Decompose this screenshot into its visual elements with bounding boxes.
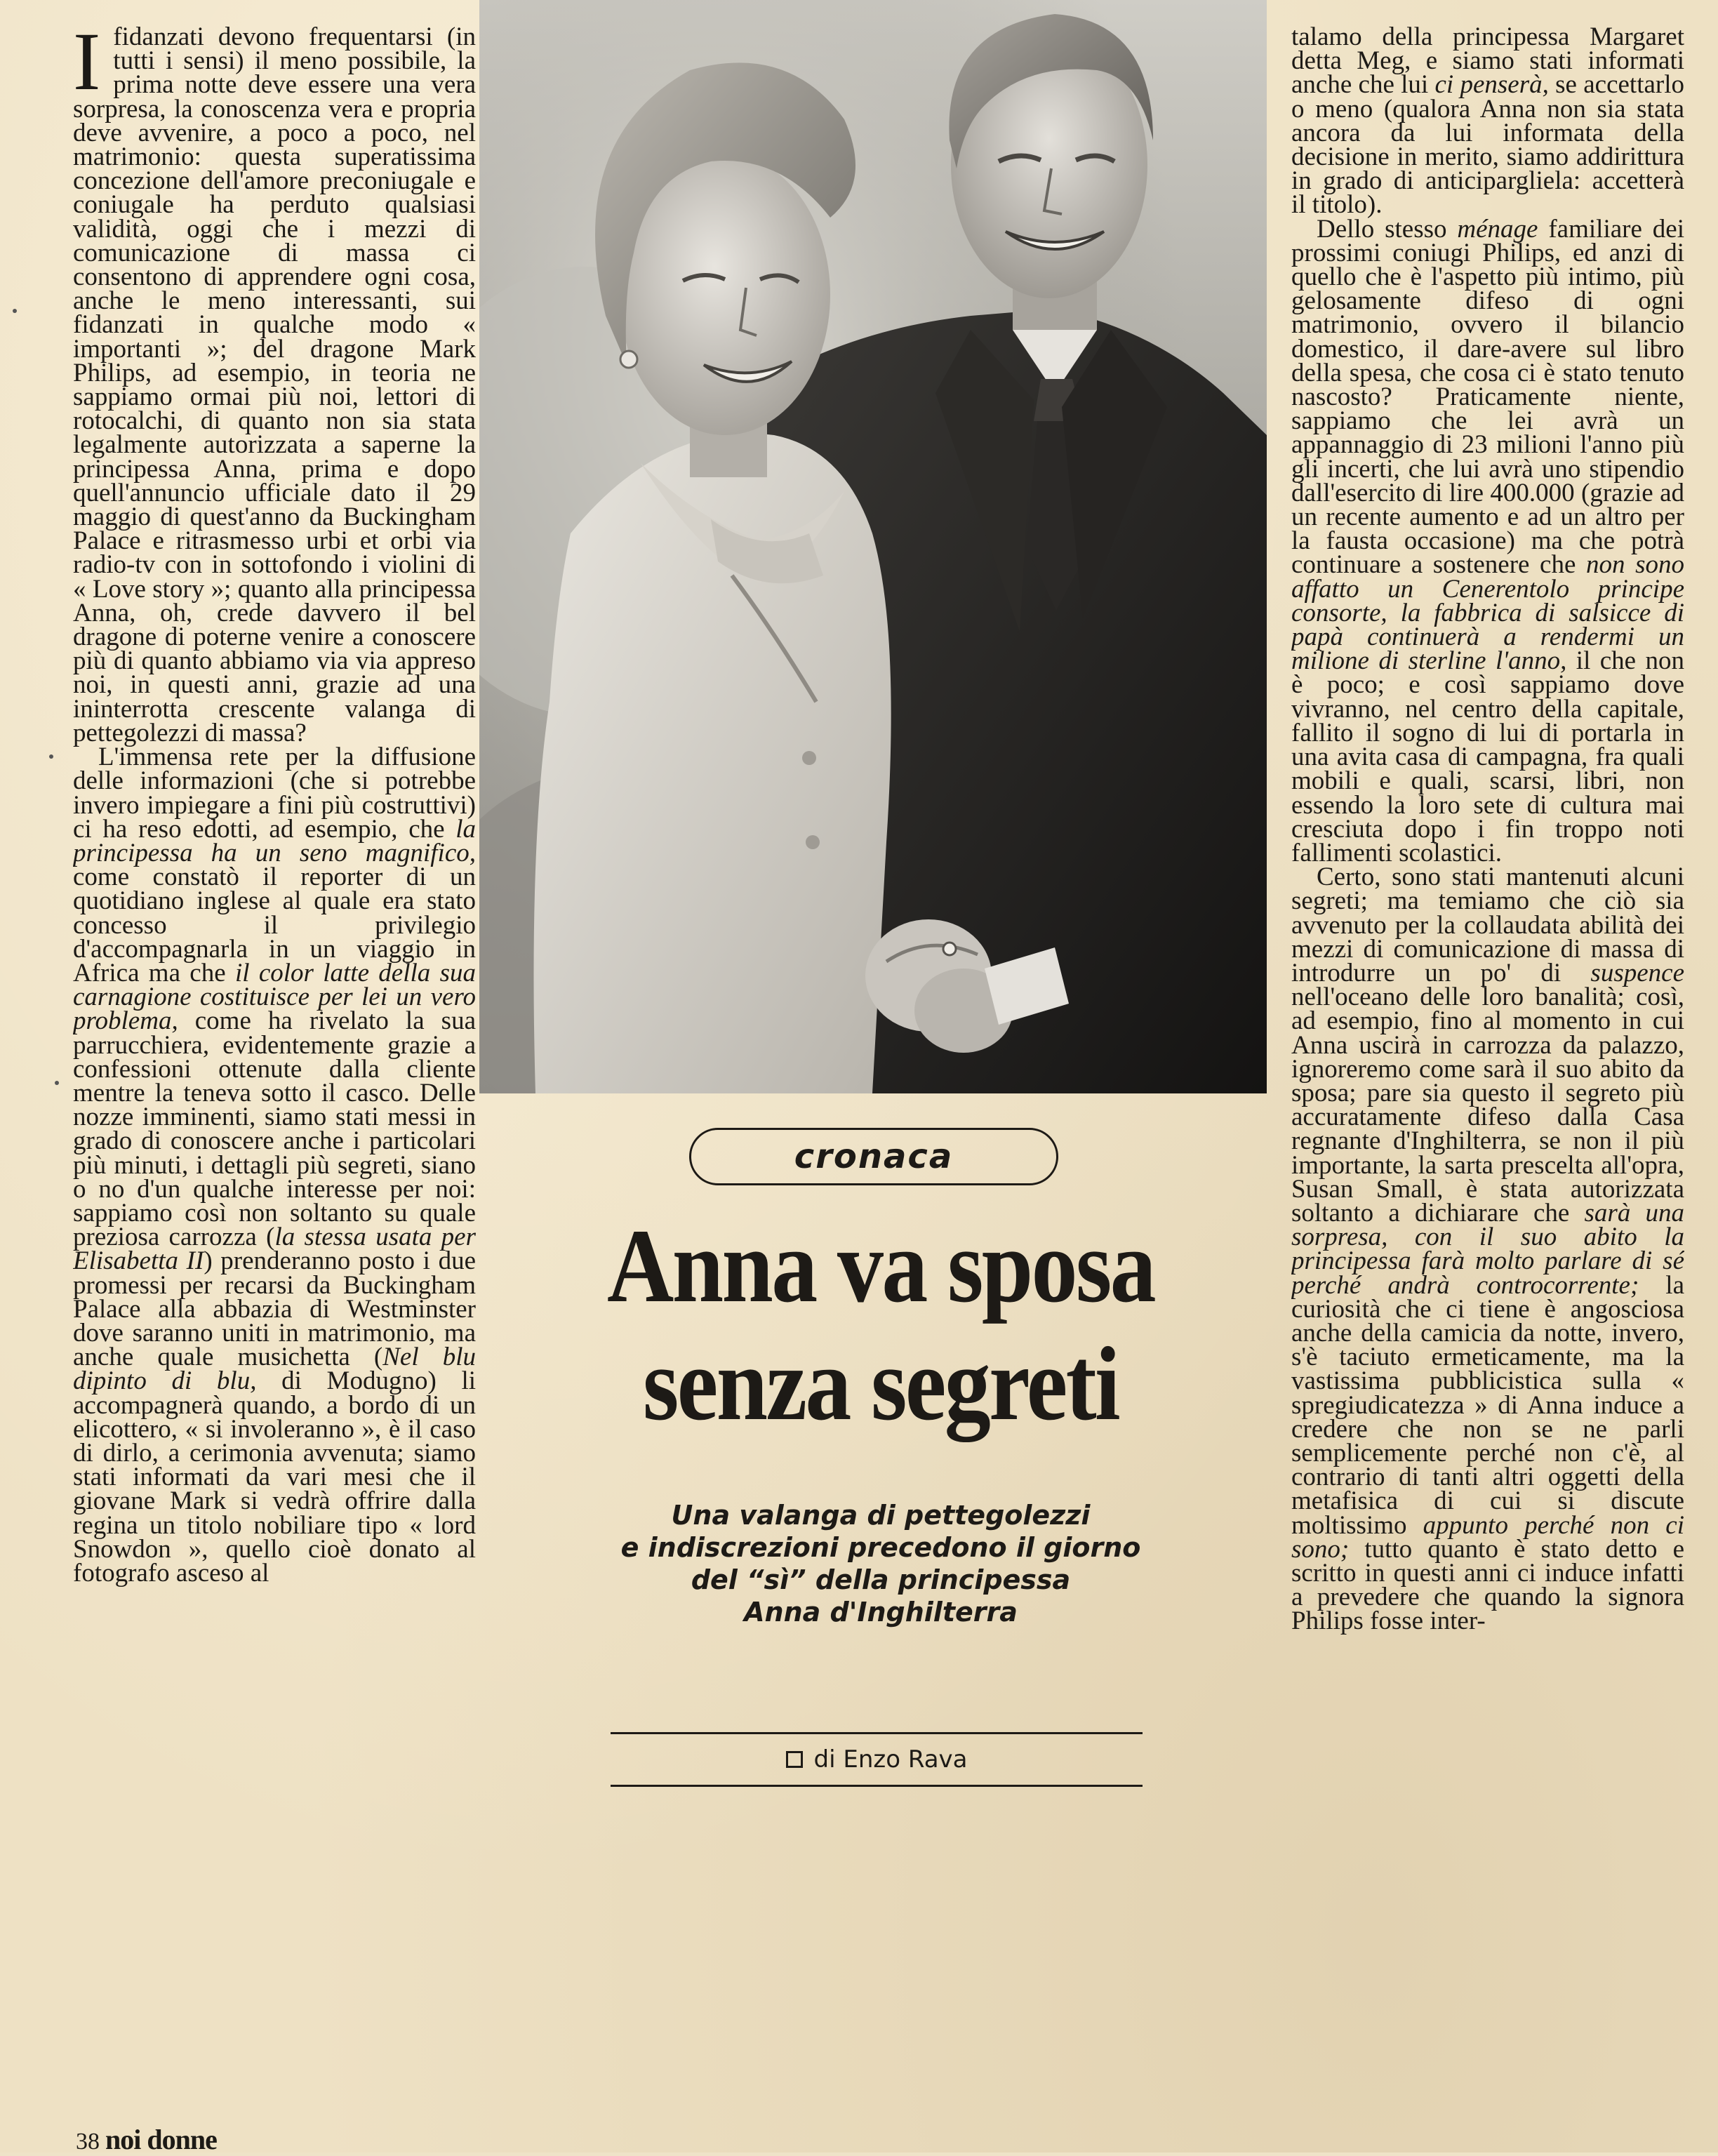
- byline: [611, 1732, 1143, 1787]
- page-footer: [76, 2123, 217, 2156]
- article-column-right: [1291, 25, 1684, 2138]
- paragraph-text: ) prenderanno posto i due promessi per recarsi da Buckingham Palace alla abbazia di Westminster dove saranno uniti in matrimonio, ma anche quale musichetta (: [73, 1246, 476, 1372]
- headline-line: senza segreti: [642, 1326, 1119, 1442]
- subhead-line: Una valanga di pettegolezzi: [671, 1500, 1091, 1531]
- paragraph-text: se accettarlo o meno (qualora Anna non sia stata ancora da lui informata della decisione in merito, siamo addirittura in grado di anticipargliela: accetterà il titolo).: [1291, 70, 1684, 220]
- page-number: 38: [76, 2129, 100, 2155]
- print-speck: [55, 1081, 59, 1085]
- print-speck: [13, 309, 17, 313]
- foreign-word: suspence: [1590, 958, 1684, 987]
- quote-text: la stessa usata per Elisabetta II: [73, 1223, 476, 1276]
- foreign-word: ménage: [1457, 214, 1538, 244]
- paragraph-text: talamo della principessa Margaret detta Meg, e siamo stati informati anche che lui: [1291, 25, 1684, 100]
- paragraph-text: fidanzati devono frequentarsi (in tutti i sensi) il meno possibile, la prima notte deve essere una vera sorpresa, la conoscenza vera e propria deve avvenire, a poco a poco, nel matrimonio: questa superatissima concezione dell'amore preconiugale e coniugale ha perduto qualsiasi validità, oggi che i mezzi di comunicazione di massa ci consentono di apprendere ogni cosa, anche le meno interessanti, sui fidanzati in qualche modo « importanti »; del dragone Mark Philips, ad esempio, in teoria ne sappiamo ormai più noi, lettori di rotocalchi, di quanto non sia stata legalmente autorizzata a saperne la principessa Anna, prima e dopo quell'annuncio ufficiale dato il 29 maggio di quest'anno da Buckingham Palace e ritrasmesso urbi et orbi via radio-tv con in sottofondo i violini di « Love story »; quanto alla principessa Anna, oh, crede davvero il bel dragone di poterne venire a conoscere più di quanto abbiamo via via appreso noi, in questi anni, grazie ad una ininterrotta crescente valanga di pettegolezzi di massa?: [73, 25, 476, 747]
- byline-text: di Enzo Rava: [813, 1745, 968, 1774]
- quote-text: appunto perché non ci sono;: [1291, 1510, 1684, 1564]
- subhead-line: del “sì” della principessa: [691, 1564, 1071, 1595]
- photo-illustration: [479, 0, 1267, 1093]
- paragraph-text: come ha rivelato la sua parrucchiera, evidentemente grazie a confessioni ottenute dalla cliente mentre la teneva sotto il casco. Delle nozze imminenti, siamo stati messi in grado di conoscere anche i particolari più minuti, i dettagli più segreti, siano o no d'un qualche interesse per noi: sappiamo così non soltanto su quale preziosa carrozza (: [73, 1006, 476, 1252]
- article-paragraph: [1291, 214, 1684, 867]
- quote-text: sarà una sorpresa, con il suo abito la principessa farà molto parlare di sé perché andrà controcorrente;: [1291, 1198, 1684, 1300]
- quote-text: il color latte della sua carnagione costituisce per lei un vero problema,: [73, 958, 476, 1036]
- paragraph-text: di Modugno) li accompagnerà quando, a bordo di un elicottero, « si involeranno », è il caso di dirlo, a cerimonia avvenuta; siamo stati informati da vari mesi che il giovane Mark si vedrà offrire dalla regina un titolo nobiliare tipo « lord Snowdon », quello cioè donato al fotografo asceso al: [73, 1366, 476, 1588]
- magazine-name: noi donne: [105, 2124, 217, 2155]
- square-bullet-icon: [786, 1751, 803, 1768]
- paragraph-text: familiare dei prossimi coniugi Philips, ed anzi di quello che è l'aspetto più intimo, più gelosamente difeso di ogni matrimonio, ovvero il bilancio domestico, il dare-avere sul libro della spesa, che cosa ci è stato tenuto nascosto? Praticamente niente, sappiamo che lei avrà un appannaggio di 23 milioni l'anno più gli incerti, che lui avrà uno stipendio dall'esercito di lire 400.000 (grazie ad un recente aumento e ad un altro per la fausta occasione) ma che potrà continuare a sostenere che: [1291, 214, 1684, 580]
- paragraph-text: Certo, sono stati mantenuti alcuni segreti; ma temiamo che ciò sia avvenuto per la collaudata abilità dei mezzi di comunicazione di massa di introdurre un po' di: [1291, 863, 1684, 987]
- subhead-line: e indiscrezioni precedono il giorno: [620, 1532, 1141, 1563]
- article-paragraph: [1291, 25, 1684, 218]
- quote-text: Nel blu dipinto di blu,: [73, 1343, 476, 1396]
- subhead-line: Anna d'Inghilterra: [744, 1597, 1018, 1628]
- section-kicker: cronaca: [689, 1128, 1058, 1185]
- article-subhead: [533, 1499, 1228, 1628]
- headline-line: Anna va sposa: [607, 1208, 1154, 1324]
- paragraph-text: Dello stesso: [1317, 214, 1458, 244]
- quote-text: ci penserà,: [1434, 70, 1549, 100]
- article-headline: [532, 1207, 1230, 1443]
- couple-photo: [479, 0, 1267, 1093]
- quote-text: non sono affatto un Cenerentolo principe consorte, la fabbrica di salsicce di papà continuerà a rendermi un milione di sterline l'anno,: [1291, 550, 1684, 676]
- paragraph-text: nell'oceano delle loro banalità; così, ad esempio, fino al momento in cui Anna uscirà in carrozza da palazzo, ignoreremo come sarà il suo abito da sposa; pare sia questo il segreto più accuratamente difeso dalla Casa regnante d'Inghilterra, se non il più importante, la sarta prescelta all'opra, Susan Small, è stata autorizzata soltanto a dichiarare che: [1291, 983, 1684, 1227]
- quote-text: la principessa ha un seno magnifico,: [73, 814, 476, 867]
- paragraph-text: L'immensa rete per la diffusione delle informazioni (che si potrebbe invero impiegare a fini più costruttivi) ci ha reso edotti, ad esempio, che: [73, 743, 476, 844]
- drop-cap: I: [73, 25, 101, 107]
- paragraph-text: la curiosità che ci tiene è angosciosa anche della camicia da notte, invero, s'è taciuto ermeticamente, ma la vastissima pubblicistica sulla « spregiudicatezza » di Anna induce a credere che non se ne parli semplicemente perché non c'è, al contrario di tanti altri oggetti della metafisica di cui si discute moltissimo: [1291, 1270, 1684, 1540]
- article-paragraph: [73, 25, 476, 745]
- paragraph-text: come constatò il reporter di un quotidiano inglese al quale era stato concesso il privilegio d'accompagnarla in un viaggio in Africa ma che: [73, 863, 476, 987]
- article-column-left: [73, 25, 476, 2124]
- article-paragraph: [1291, 865, 1684, 1634]
- article-paragraph: [73, 743, 476, 1588]
- paragraph-text: il che non è poco; e così sappiamo dove vivranno, nel centro della capitale, fallito il sogno di lui di portarla in una avita casa di campagna, fra quali mobili e quali, scarsi, libri, non essendo la loro sete di cultura mai cresciuta dopo i fin troppo noti fallimenti scolastici.: [1291, 646, 1684, 867]
- print-speck: [49, 754, 53, 759]
- paragraph-text: tutto quanto è stato detto e scritto in questi anni ci induce infatti a prevedere che quando la signora Philips fosse inter-: [1291, 1534, 1684, 1636]
